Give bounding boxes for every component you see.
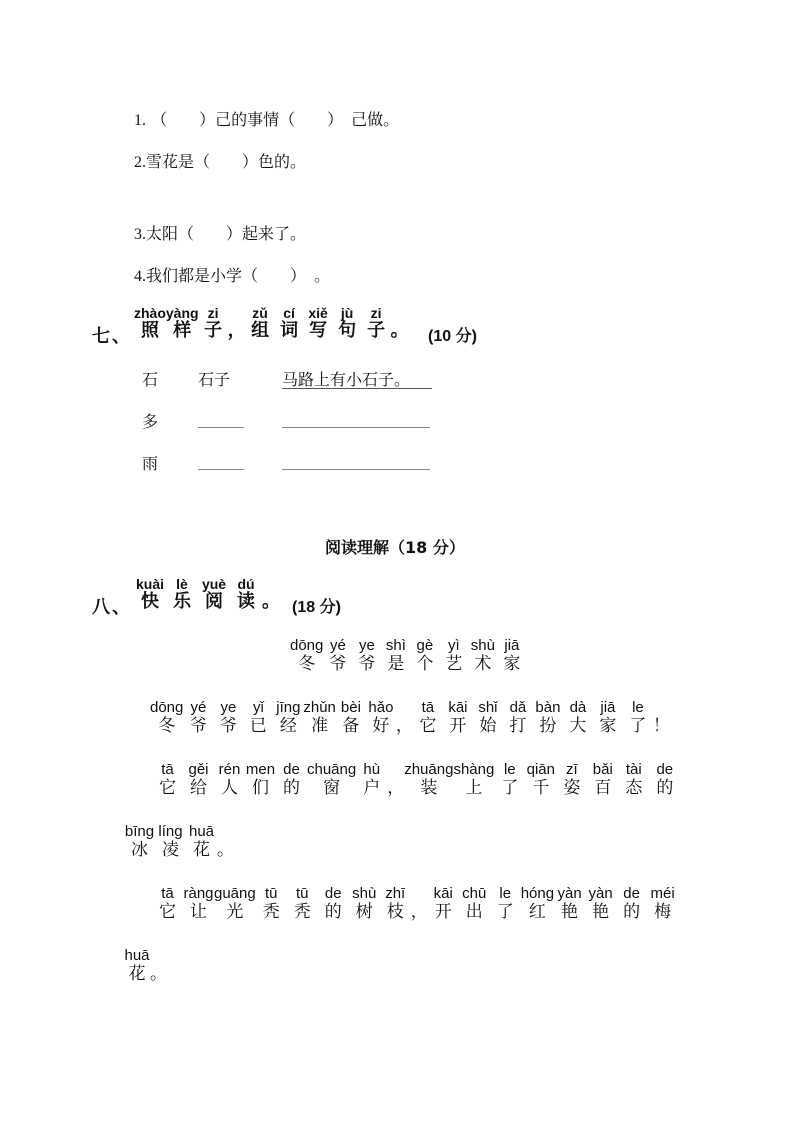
- passage-line: [152, 886, 678, 922]
- pinyin: qiān: [526, 761, 555, 778]
- pinyin: yé: [190, 699, 207, 716]
- hanzi: 组: [251, 320, 270, 341]
- ruby-char: [166, 305, 199, 341]
- pinyin: méi: [650, 885, 675, 902]
- hanzi: 始: [479, 716, 497, 736]
- hanzi: 它: [159, 778, 176, 798]
- pinyin: tā: [421, 699, 435, 716]
- hanzi: 态: [625, 778, 643, 798]
- sentence-blank[interactable]: [282, 469, 430, 470]
- pinyin: hóng: [520, 885, 555, 902]
- pinyin: zhǔn: [303, 699, 336, 716]
- hanzi: 千: [532, 778, 550, 798]
- ruby-char: [649, 762, 680, 798]
- pinyin: yé: [329, 637, 346, 654]
- ruby-char: [336, 700, 366, 736]
- pinyin: [235, 305, 239, 321]
- pinyin: tài: [625, 761, 642, 778]
- ruby-char: [494, 762, 525, 798]
- hanzi: 的: [324, 902, 342, 922]
- ruby-char: [411, 886, 428, 922]
- hanzi: 快: [141, 591, 159, 612]
- hanzi: 凌: [162, 840, 179, 860]
- hanzi: 上: [465, 778, 483, 798]
- ruby-char: [410, 638, 439, 674]
- ruby-char: [318, 886, 349, 922]
- pinyin: gè: [416, 637, 434, 654]
- ruby-char: [303, 700, 336, 736]
- pinyin: ye: [358, 637, 375, 654]
- ruby-char: [304, 305, 333, 341]
- pinyin: dǎ: [509, 699, 527, 716]
- hanzi: 爷: [219, 716, 237, 736]
- hanzi: 枝: [386, 902, 404, 922]
- pinyin: zhuāng: [404, 761, 454, 778]
- pinyin: dà: [569, 699, 587, 716]
- pinyin: huā: [188, 823, 215, 840]
- pinyin: ye: [220, 699, 237, 716]
- hanzi: 树: [355, 902, 373, 922]
- pinyin: dú: [237, 576, 255, 592]
- ruby-char: [228, 305, 246, 341]
- ruby-char: [214, 762, 245, 798]
- hanzi: 冬: [158, 716, 176, 736]
- pinyin: yì: [448, 637, 460, 654]
- pinyin: shàng: [453, 761, 495, 778]
- question-text: （ ）己的事情（ ） 己做。: [151, 110, 400, 129]
- ruby-char: [256, 886, 287, 922]
- hanzi: 它: [159, 902, 176, 922]
- ruby-char: [554, 886, 585, 922]
- pinyin: yuè: [201, 576, 227, 592]
- sentence-underline: [282, 388, 432, 389]
- ruby-char: [214, 886, 256, 922]
- pinyin: [659, 700, 663, 716]
- hanzi: 艳: [561, 902, 579, 922]
- pinyin: rén: [218, 761, 241, 778]
- hanzi: 梅: [654, 902, 672, 922]
- hanzi: 人: [221, 778, 238, 798]
- ruby-char: [503, 700, 533, 736]
- pinyin: [402, 700, 406, 716]
- hanzi: 爷: [358, 654, 376, 674]
- hanzi: 家: [503, 654, 521, 674]
- pinyin: huā: [124, 947, 150, 964]
- question-number: 3.: [134, 226, 146, 243]
- pinyin: le: [632, 699, 644, 716]
- hanzi: 术: [474, 654, 492, 674]
- hanzi: 姿: [563, 778, 581, 798]
- pinyin: le: [499, 885, 512, 902]
- ruby-char: [150, 948, 167, 984]
- pinyin: de: [283, 761, 300, 778]
- ruby-char: [183, 700, 213, 736]
- passage-line: [124, 824, 234, 860]
- ruby-char: [150, 700, 183, 736]
- pinyin: [398, 305, 402, 321]
- hanzi: 子: [204, 320, 223, 341]
- ruby-char: [323, 638, 352, 674]
- ruby-char: [533, 700, 563, 736]
- hanzi: 扮: [539, 716, 557, 736]
- question-text: 太阳（ ）起来了。: [146, 224, 307, 243]
- hanzi: 写: [309, 320, 328, 341]
- ruby-char: [497, 638, 526, 674]
- hanzi: ，: [227, 320, 246, 341]
- row-char: 石: [142, 370, 159, 389]
- pinyin: yǐ: [252, 699, 264, 716]
- pinyin: de: [324, 885, 342, 902]
- hanzi: 打: [509, 716, 527, 736]
- hanzi: 了: [501, 778, 519, 798]
- pinyin: [156, 948, 160, 964]
- hanzi: 开: [449, 716, 467, 736]
- ruby-char: [134, 305, 166, 341]
- hanzi: 们: [252, 778, 269, 798]
- passage-line: [150, 700, 670, 736]
- hanzi: 读: [237, 591, 255, 612]
- ruby-char: [199, 305, 228, 341]
- pinyin: guāng: [214, 885, 256, 902]
- hanzi: 花: [193, 840, 210, 860]
- ruby-char: [404, 762, 453, 798]
- pinyin: [394, 762, 398, 778]
- hanzi: 艳: [592, 902, 610, 922]
- hanzi: 让: [190, 902, 207, 922]
- ruby-char: [186, 824, 217, 860]
- pinyin: zǔ: [252, 305, 268, 321]
- section7-label: 七、: [92, 326, 132, 347]
- ruby-char: [616, 886, 647, 922]
- hanzi: 红: [528, 902, 546, 922]
- pinyin: líng: [158, 823, 183, 840]
- pinyin: bèi: [340, 699, 361, 716]
- hanzi: 的: [283, 778, 300, 798]
- question-text: 雪花是（ ）色的。: [146, 152, 307, 171]
- section7-heading: [134, 305, 409, 341]
- ruby-char: [525, 762, 556, 798]
- pinyin: kāi: [448, 699, 468, 716]
- hanzi: 子: [367, 320, 386, 341]
- ruby-char: [217, 824, 234, 860]
- hanzi: 备: [342, 716, 360, 736]
- word-blank[interactable]: [198, 469, 244, 470]
- ruby-char: [468, 638, 497, 674]
- ruby-char: [307, 762, 356, 798]
- ruby-char: [124, 948, 150, 984]
- ruby-char: [275, 305, 304, 341]
- hanzi: 开: [434, 902, 452, 922]
- hanzi: 个: [416, 654, 434, 674]
- pinyin: hǎo: [368, 699, 394, 716]
- row-sentence: 马路上有小石子。: [282, 370, 411, 389]
- ruby-char: [623, 700, 653, 736]
- pinyin: tū: [295, 885, 309, 902]
- ruby-char: [366, 700, 396, 736]
- ruby-char: [387, 762, 404, 798]
- ruby-char: [396, 700, 413, 736]
- hanzi: 它: [419, 716, 437, 736]
- ruby-char: [587, 762, 618, 798]
- hanzi: 句: [338, 320, 357, 341]
- hanzi: 花: [128, 964, 146, 984]
- hanzi: 的: [623, 902, 641, 922]
- hanzi: 户: [363, 778, 381, 798]
- ruby-char: [352, 638, 381, 674]
- ruby-char: [230, 576, 262, 612]
- hanzi: 。: [390, 320, 409, 341]
- hanzi: 大: [569, 716, 587, 736]
- question-3: [134, 221, 306, 244]
- hanzi: 光: [226, 902, 244, 922]
- pinyin: jīng: [276, 699, 301, 716]
- ruby-char: [473, 700, 503, 736]
- ruby-char: [563, 700, 593, 736]
- pinyin: shù: [470, 637, 495, 654]
- question-2: [134, 149, 306, 172]
- hanzi: 装: [420, 778, 438, 798]
- pinyin: jiā: [504, 637, 520, 654]
- pinyin: ràng: [183, 885, 214, 902]
- pinyin: bàn: [535, 699, 561, 716]
- pinyin: bīng: [124, 823, 155, 840]
- ruby-char: [287, 886, 318, 922]
- question-4: [134, 263, 330, 286]
- hanzi: 家: [599, 716, 617, 736]
- row-char: 雨: [142, 454, 159, 473]
- ruby-char: [273, 700, 303, 736]
- ruby-char: [356, 762, 387, 798]
- hanzi: 样: [173, 320, 192, 341]
- section8-heading: [134, 576, 280, 612]
- pinyin: kuài: [135, 576, 164, 592]
- ruby-char: [490, 886, 521, 922]
- pinyin: tū: [264, 885, 278, 902]
- pinyin: yàn: [588, 885, 613, 902]
- ruby-char: [124, 824, 155, 860]
- pinyin: zi: [207, 305, 219, 321]
- hanzi: 好: [372, 716, 390, 736]
- hanzi: 。: [262, 591, 280, 612]
- ruby-char: [245, 762, 276, 798]
- ruby-char: [155, 824, 186, 860]
- pinyin: [269, 576, 273, 592]
- ruby-char: [262, 576, 280, 612]
- hanzi: 冰: [131, 840, 148, 860]
- hanzi: ，: [395, 716, 413, 736]
- pinyin: dōng: [290, 637, 324, 654]
- pinyin: lè: [176, 576, 188, 592]
- ruby-char: [443, 700, 473, 736]
- reading-section-title: 阅读理解（18 分）: [325, 538, 465, 557]
- ruby-char: [618, 762, 649, 798]
- pinyin: yàng: [165, 305, 199, 321]
- hanzi: 词: [280, 320, 299, 341]
- hanzi: 。: [150, 964, 167, 984]
- hanzi: ！: [652, 716, 670, 736]
- pinyin: jiā: [600, 699, 616, 716]
- pinyin: [417, 886, 421, 902]
- hanzi: ，: [387, 778, 405, 798]
- pinyin: shù: [352, 885, 377, 902]
- hanzi: ，: [410, 902, 428, 922]
- pinyin: zhào: [134, 305, 166, 321]
- ruby-char: [183, 886, 214, 922]
- ruby-char: [453, 762, 494, 798]
- hanzi: 百: [594, 778, 612, 798]
- passage-line: [152, 762, 680, 798]
- passage-title: [290, 638, 526, 674]
- pinyin: [223, 824, 227, 840]
- passage-line: [124, 948, 167, 984]
- ruby-char: [152, 886, 183, 922]
- section7-score: (10 分): [428, 328, 477, 345]
- hanzi: 爷: [189, 716, 207, 736]
- ruby-char: [152, 762, 183, 798]
- pinyin: bǎi: [592, 761, 613, 778]
- ruby-char: [246, 305, 275, 341]
- ruby-char: [333, 305, 362, 341]
- word-blank[interactable]: [198, 427, 244, 428]
- row-word: 石子: [198, 370, 231, 389]
- pinyin: hù: [363, 761, 381, 778]
- hanzi: 阅: [205, 591, 223, 612]
- section8-score: (18 分): [292, 599, 341, 616]
- row-char: 多: [142, 412, 159, 431]
- hanzi: 乐: [173, 591, 191, 612]
- ruby-char: [213, 700, 243, 736]
- hanzi: 爷: [329, 654, 347, 674]
- ruby-char: [653, 700, 670, 736]
- hanzi: 出: [465, 902, 483, 922]
- question-number: 4.: [134, 268, 146, 285]
- hanzi: 给: [190, 778, 207, 798]
- ruby-char: [362, 305, 391, 341]
- ruby-char: [290, 638, 323, 674]
- pinyin: yàn: [557, 885, 582, 902]
- hanzi: 。: [217, 840, 234, 860]
- ruby-char: [134, 576, 166, 612]
- pinyin: de: [623, 885, 640, 902]
- hanzi: 了: [496, 902, 514, 922]
- hanzi: 的: [656, 778, 674, 798]
- pinyin: le: [503, 761, 516, 778]
- pinyin: zi: [370, 305, 382, 321]
- ruby-char: [521, 886, 554, 922]
- ruby-char: [585, 886, 616, 922]
- ruby-char: [243, 700, 273, 736]
- hanzi: 照: [140, 320, 159, 341]
- question-text: 我们都是小学（ ） 。: [146, 266, 331, 285]
- pinyin: men: [245, 761, 276, 778]
- pinyin: gěi: [188, 761, 209, 778]
- ruby-char: [647, 886, 678, 922]
- pinyin: jù: [340, 305, 354, 321]
- pinyin: zhī: [385, 885, 406, 902]
- ruby-char: [166, 576, 198, 612]
- hanzi: 了: [629, 716, 647, 736]
- ruby-char: [391, 305, 409, 341]
- hanzi: 经: [279, 716, 297, 736]
- question-number: 2.: [134, 154, 146, 171]
- hanzi: 秃: [262, 902, 280, 922]
- hanzi: 准: [311, 716, 329, 736]
- pinyin: kāi: [433, 885, 453, 902]
- ruby-char: [593, 700, 623, 736]
- ruby-char: [349, 886, 380, 922]
- pinyin: tā: [161, 761, 174, 778]
- ruby-char: [428, 886, 459, 922]
- ruby-char: [459, 886, 490, 922]
- hanzi: 秃: [293, 902, 311, 922]
- ruby-char: [183, 762, 214, 798]
- section8-label: 八、: [92, 597, 132, 618]
- pinyin: shǐ: [478, 699, 498, 716]
- hanzi: 窗: [323, 778, 341, 798]
- question-1: [134, 107, 399, 130]
- hanzi: 艺: [445, 654, 463, 674]
- pinyin: xiě: [308, 305, 328, 321]
- question-number: 1.: [134, 112, 146, 129]
- ruby-char: [380, 886, 411, 922]
- sentence-blank[interactable]: [282, 427, 430, 428]
- pinyin: tā: [161, 885, 174, 902]
- hanzi: 已: [249, 716, 267, 736]
- hanzi: 是: [387, 654, 405, 674]
- ruby-char: [198, 576, 230, 612]
- pinyin: shì: [385, 637, 406, 654]
- pinyin: zī: [565, 761, 578, 778]
- ruby-char: [556, 762, 587, 798]
- pinyin: dōng: [150, 699, 184, 716]
- pinyin: chuāng: [307, 761, 357, 778]
- ruby-char: [381, 638, 410, 674]
- hanzi: 冬: [298, 654, 316, 674]
- pinyin: de: [656, 761, 674, 778]
- ruby-char: [413, 700, 443, 736]
- pinyin: chū: [462, 885, 487, 902]
- pinyin: cí: [283, 305, 295, 321]
- ruby-char: [439, 638, 468, 674]
- ruby-char: [276, 762, 307, 798]
